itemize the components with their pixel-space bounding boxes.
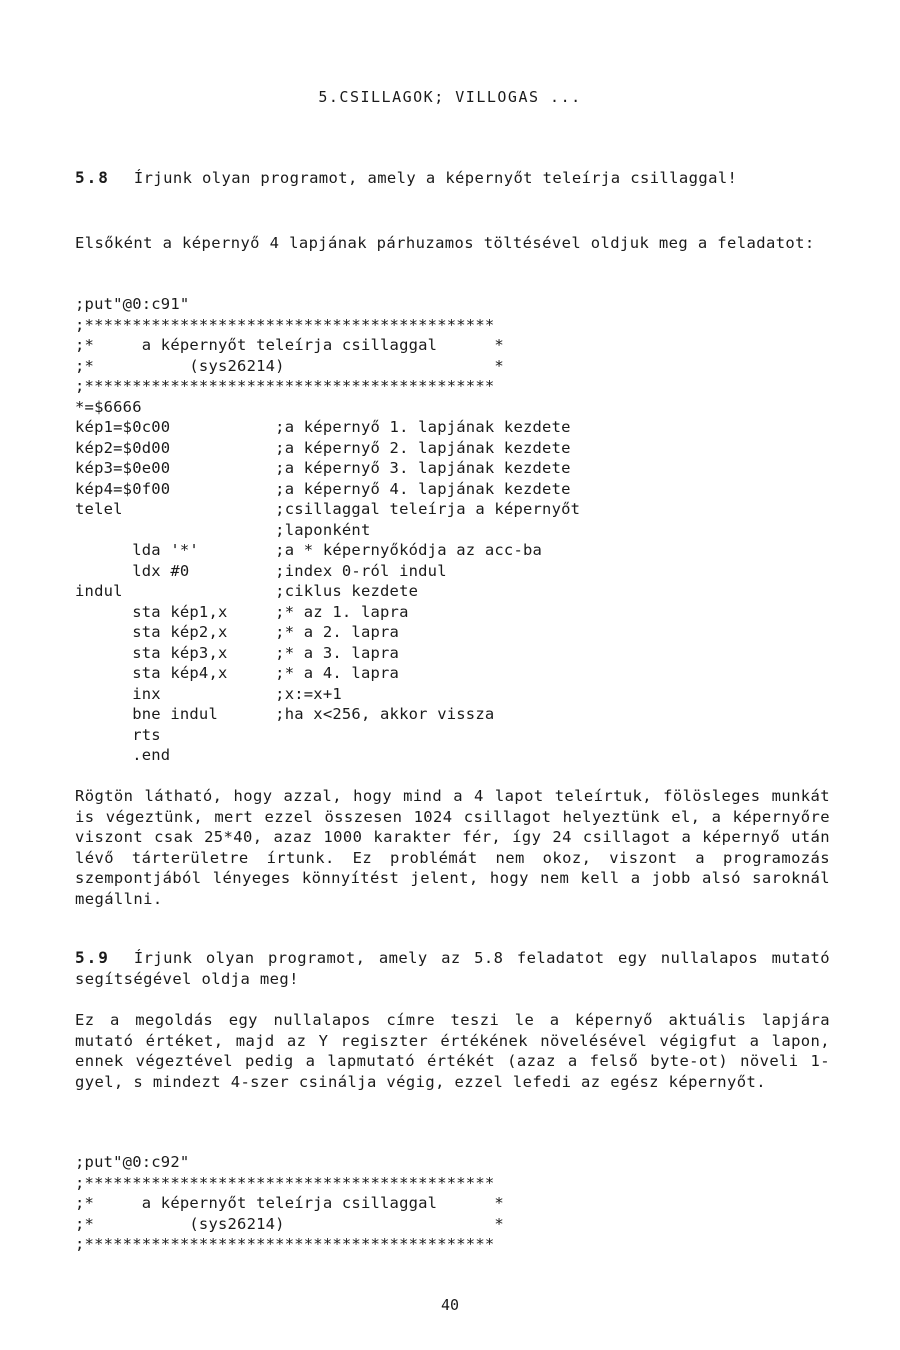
code-line: ;******************************************* <box>75 377 495 395</box>
code-line: ;* a képernyőt teleírja csillaggal * <box>75 336 504 354</box>
exercise-number: 5.8 <box>75 168 110 187</box>
exercise-5-9 <box>75 948 830 989</box>
code-listing-c91 <box>75 294 835 766</box>
exercise-5-8 <box>75 168 830 189</box>
code-line: indul ;ciklus kezdete <box>75 582 419 600</box>
code-line: ;* a képernyőt teleírja csillaggal * <box>75 1194 504 1212</box>
code-line: ;******************************************* <box>75 1235 495 1253</box>
code-line: ;******************************************* <box>75 1173 495 1192</box>
code-line: inx ;x:=x+1 <box>75 684 342 703</box>
code-line: .end <box>75 746 171 764</box>
code-line: lda '*' ;a * képernyőkódja az acc-ba <box>75 541 543 559</box>
solution-paragraph: Ez a megoldás egy nullalapos címre teszi le a képernyő aktuális lapjára mutató értéket, majd az Y regiszter értékének növelésével végigfut a lapon, ennek végeztével pedig a lapmutató értékét (azaz a felső byte-ot) növeli 1-gyel, s mindezt 4-szer csinálja végig, ezzel lefedi az egész képernyőt. <box>75 1011 830 1091</box>
code-line: ;laponként <box>75 520 371 539</box>
explanation-paragraph: Rögtön látható, hogy azzal, hogy mind a 4 lapot teleírtuk, fölösleges munkát is végeztünk, mert ezzel összesen 1024 csillagot helyeztünk el, a képernyőre viszont csak 25*40, azaz 1000 karakter fér, így 24 csillagot a képernyő után lévő tárterületre írtunk. Ez problémát nem okoz, viszont a programozás szempontjából lényeges könnyítést jelent, hogy nem kell a jobb alsó saroknál megállni. <box>75 787 830 908</box>
code-line: ldx #0 ;index 0-ról indul <box>75 561 447 580</box>
code-line: sta kép3,x ;* a 3. lapra <box>75 643 400 662</box>
code-line: sta kép2,x ;* a 2. lapra <box>75 623 400 641</box>
exercise-text: Írjunk olyan programot, amely a képernyőt teleírja csillaggal! <box>133 169 738 187</box>
code-line: kép4=$0f00 ;a képernyő 4. lapjának kezdete <box>75 479 571 498</box>
exercise-number: 5.9 <box>75 948 110 967</box>
exercise-text: Írjunk olyan programot, amely az 5.8 feladatot egy nullalapos mutató segítségével oldja meg! <box>75 949 830 988</box>
code-line: bne indul ;ha x<256, akkor vissza <box>75 705 495 723</box>
code-line: sta kép1,x ;* az 1. lapra <box>75 602 409 621</box>
page-number: 40 <box>440 1296 460 1314</box>
code-line: *=$6666 <box>75 397 142 416</box>
code-line: sta kép4,x ;* a 4. lapra <box>75 664 400 682</box>
code-line: rts <box>75 725 161 744</box>
code-line: ;* (sys26214) * <box>75 356 504 375</box>
code-listing-c92 <box>75 1152 835 1255</box>
code-line: ;put"@0:c91" <box>75 295 190 313</box>
code-line: kép2=$0d00 ;a képernyő 2. lapjának kezdete <box>75 438 571 457</box>
code-line: ;put"@0:c92" <box>75 1153 190 1171</box>
code-line: ;******************************************* <box>75 315 495 334</box>
running-header: 5.CSILLAGOK; VILLOGAS ... <box>318 88 582 106</box>
code-line: ;* (sys26214) * <box>75 1214 504 1233</box>
code-line: kép3=$0e00 ;a képernyő 3. lapjának kezdete <box>75 459 571 477</box>
code-line: telel ;csillaggal teleírja a képernyőt <box>75 500 581 518</box>
intro-paragraph: Elsőként a képernyő 4 lapjának párhuzamos töltésével oldjuk meg a feladatot: <box>75 234 815 252</box>
code-line: kép1=$0c00 ;a képernyő 1. lapjának kezdete <box>75 418 571 436</box>
